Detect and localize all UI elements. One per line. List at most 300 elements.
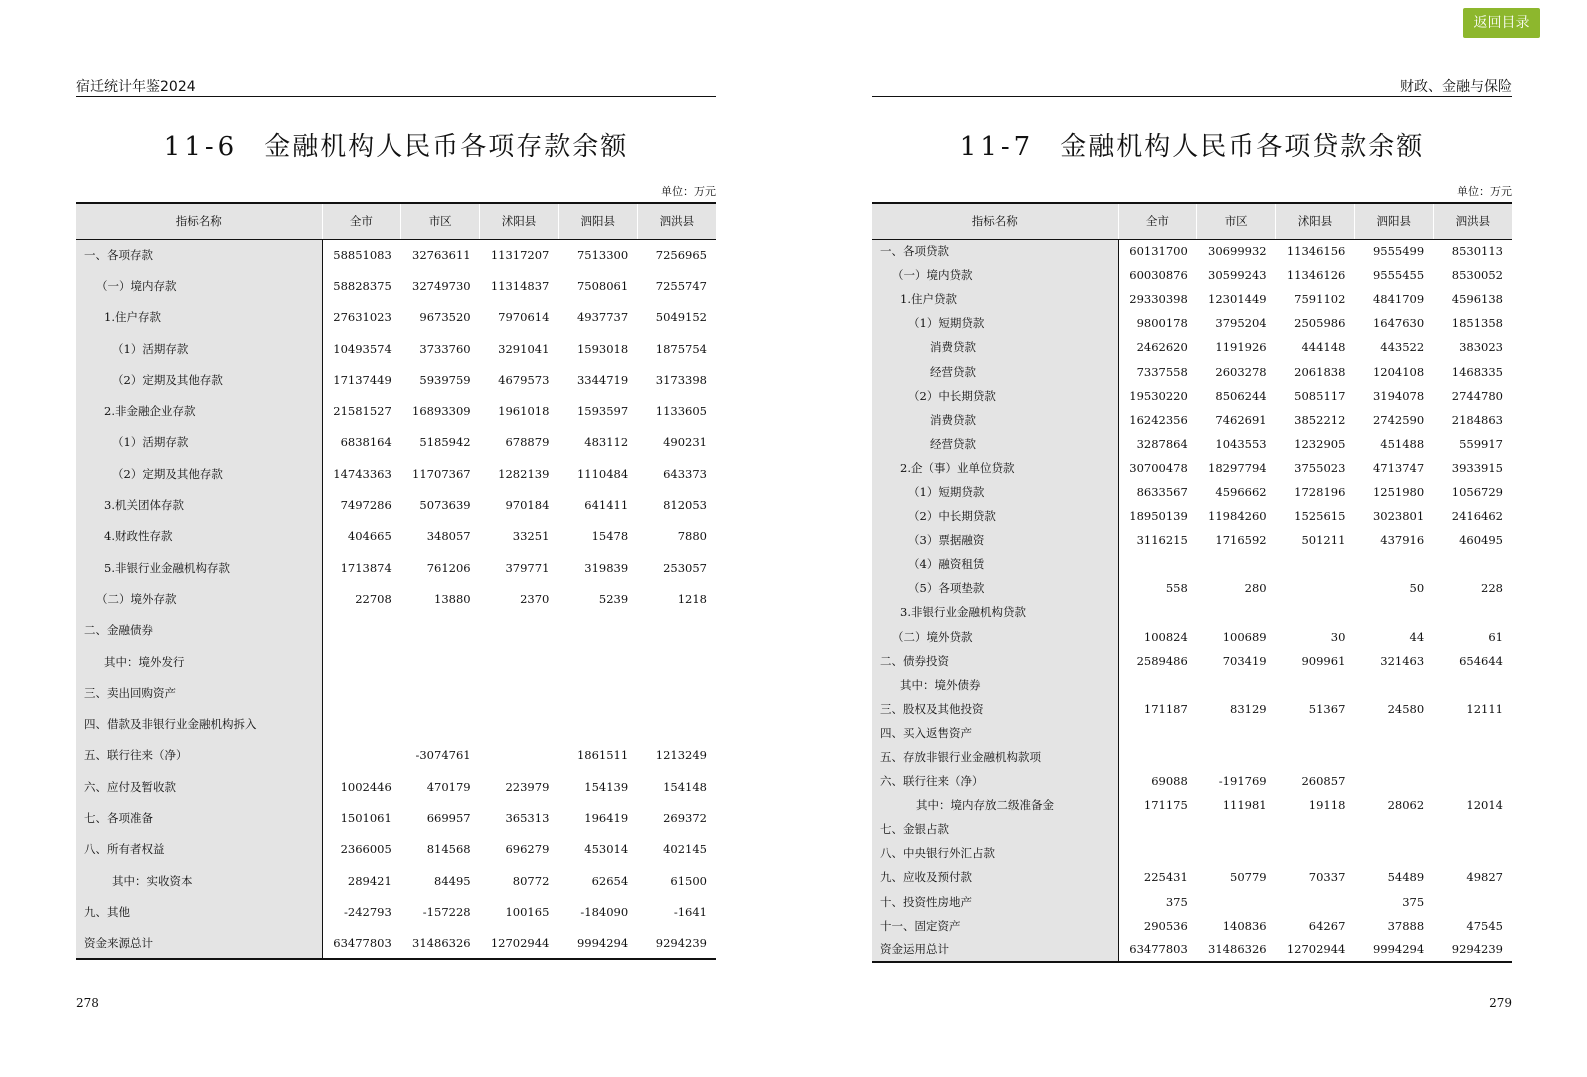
table-row — [872, 673, 1512, 697]
header-siyang: 泗阳县 — [558, 203, 637, 239]
table-header-row — [872, 203, 1512, 239]
row-value: 451488 — [1380, 436, 1425, 451]
row-value: 171175 — [1143, 798, 1188, 813]
row-value: 290536 — [1143, 918, 1188, 933]
row-value: 696279 — [505, 842, 550, 857]
table-row — [76, 583, 716, 614]
row-indicator-name: 九、应收及预付款 — [872, 865, 1118, 889]
row-value: 3173398 — [655, 372, 707, 387]
row-value: 1282139 — [498, 466, 550, 481]
row-value: 1501061 — [340, 810, 392, 825]
table-row — [872, 914, 1512, 938]
row-value: 51367 — [1308, 701, 1346, 716]
row-value — [322, 677, 401, 708]
row-indicator-name: 4.财政性存款 — [76, 521, 322, 552]
row-value: 703419 — [1222, 653, 1267, 668]
header-indicator: 指标名称 — [76, 203, 322, 239]
row-value: 3023801 — [1372, 509, 1425, 524]
row-value: 9994294 — [1354, 938, 1433, 962]
row-value — [1433, 745, 1512, 769]
row-indicator-name: （3）票据融资 — [872, 528, 1118, 552]
row-value: 17137449 — [333, 372, 392, 387]
row-value: 29330398 — [1129, 292, 1188, 307]
row-indicator-name: 八、所有者权益 — [76, 834, 322, 865]
row-value: 54489 — [1387, 870, 1425, 885]
row-indicator-name: 三、股权及其他投资 — [872, 697, 1118, 721]
row-value: 437916 — [1380, 533, 1425, 548]
row-value: 2505986 — [1294, 316, 1346, 331]
row-value: 654644 — [1459, 653, 1503, 668]
row-value: 4679573 — [498, 372, 550, 387]
row-value: 196419 — [584, 810, 629, 825]
running-head-left: 宿迁统计年鉴2024 — [76, 76, 716, 97]
row-indicator-name: 八、中央银行外汇占款 — [872, 841, 1118, 865]
row-value: -184090 — [580, 904, 629, 919]
row-value: 37888 — [1387, 918, 1425, 933]
table-row — [872, 600, 1512, 624]
table-row — [872, 793, 1512, 817]
row-value: 444148 — [1301, 340, 1346, 355]
row-value: 100824 — [1143, 629, 1188, 644]
row-indicator-name: 5.非银行业金融机构存款 — [76, 552, 322, 583]
row-value: 223979 — [505, 779, 550, 794]
row-value: 6838164 — [340, 435, 392, 450]
row-value: 11314837 — [490, 278, 550, 293]
row-value: 5073639 — [419, 498, 471, 513]
row-indicator-name: 经营贷款 — [872, 359, 1118, 383]
row-value: 4596662 — [1215, 484, 1267, 499]
row-value: 2370 — [520, 591, 550, 606]
row-value: 4596138 — [1451, 292, 1503, 307]
row-indicator-name: 其中：境内存放二级准备金 — [872, 793, 1118, 817]
row-value: 1875754 — [655, 341, 707, 356]
row-value: 3194078 — [1372, 388, 1425, 403]
row-value: 11317207 — [490, 247, 550, 262]
row-value: 30599243 — [1208, 268, 1267, 283]
row-indicator-name: 四、借款及非银行业金融机构拆入 — [76, 708, 322, 739]
row-value — [322, 708, 401, 739]
table-row — [872, 311, 1512, 335]
row-value: 111981 — [1222, 798, 1267, 813]
table-row — [872, 263, 1512, 287]
row-value — [401, 677, 480, 708]
row-value — [1197, 600, 1276, 624]
row-value: 289421 — [347, 873, 392, 888]
row-value: -242793 — [344, 904, 392, 919]
row-value: 643373 — [663, 466, 707, 481]
row-value: 61 — [1488, 629, 1503, 644]
table-row — [76, 708, 716, 739]
row-value — [1118, 673, 1197, 697]
table-title-text: 金融机构人民币各项存款余额 — [264, 132, 629, 162]
row-value: 7255747 — [655, 278, 707, 293]
row-value: 1716592 — [1215, 533, 1267, 548]
row-value: 1232905 — [1294, 436, 1346, 451]
table-number: 11-7 — [959, 132, 1035, 162]
row-value — [1433, 600, 1512, 624]
header-city: 全市 — [322, 203, 401, 239]
row-value: 100689 — [1222, 629, 1267, 644]
row-indicator-name: 其中：实收资本 — [76, 865, 322, 896]
row-value: 225431 — [1143, 870, 1188, 885]
table-row — [76, 646, 716, 677]
row-value: 63477803 — [1118, 938, 1197, 962]
row-value: 559917 — [1459, 436, 1503, 451]
table-title-11-7 — [872, 126, 1512, 163]
header-sihong: 泗洪县 — [637, 203, 716, 239]
row-value: 3287864 — [1136, 436, 1188, 451]
row-value — [480, 708, 559, 739]
row-value: 7497286 — [340, 498, 392, 513]
row-value: 11707367 — [412, 466, 471, 481]
table-row — [76, 677, 716, 708]
row-value: 12702944 — [480, 928, 559, 959]
row-indicator-name: （1）活期存款 — [76, 333, 322, 364]
table-row — [76, 427, 716, 458]
row-value: 2416462 — [1451, 509, 1503, 524]
row-value — [1197, 841, 1276, 865]
row-indicator-name: 3.机关团体存款 — [76, 489, 322, 520]
row-value: 28062 — [1387, 798, 1425, 813]
row-indicator-name: 六、应付及暂收款 — [76, 771, 322, 802]
table-row — [76, 802, 716, 833]
table-row — [872, 480, 1512, 504]
row-indicator-name: 经营贷款 — [872, 432, 1118, 456]
table-row — [872, 287, 1512, 311]
row-value: 4937737 — [576, 310, 629, 325]
unit-label: 单位：万元 — [661, 185, 716, 198]
row-value: 19530220 — [1129, 388, 1188, 403]
row-value: 375 — [1165, 894, 1188, 909]
row-value — [558, 646, 637, 677]
table-row — [872, 841, 1512, 865]
row-value — [1433, 552, 1512, 576]
row-value: -191769 — [1218, 774, 1267, 789]
header-shuyang: 沭阳县 — [1276, 203, 1355, 239]
row-value — [480, 677, 559, 708]
row-indicator-name: （1）短期贷款 — [872, 311, 1118, 335]
row-value — [1276, 841, 1355, 865]
row-value: 669957 — [426, 810, 471, 825]
row-value: 1593018 — [576, 341, 629, 356]
row-value: 1043553 — [1215, 436, 1267, 451]
row-value: 9555455 — [1372, 268, 1425, 283]
row-value — [1276, 817, 1355, 841]
row-value: 9294239 — [1433, 938, 1512, 962]
row-value: 80772 — [512, 873, 550, 888]
row-value — [1118, 552, 1197, 576]
row-value: 3291041 — [498, 341, 550, 356]
row-value: 1204108 — [1372, 364, 1425, 379]
row-indicator-name: 资金运用总计 — [872, 938, 1118, 962]
row-value — [1354, 745, 1433, 769]
table-row — [76, 395, 716, 426]
row-indicator-name: （2）定期及其他存款 — [76, 364, 322, 395]
row-value: 10493574 — [333, 341, 392, 356]
row-value: 1133605 — [655, 404, 707, 419]
row-value: 15478 — [591, 529, 629, 544]
row-value: 140836 — [1222, 918, 1267, 933]
row-indicator-name: 五、存放非银行业金融机构款项 — [872, 745, 1118, 769]
row-value — [1276, 576, 1355, 600]
row-value: 30699932 — [1208, 244, 1267, 259]
row-value: 2603278 — [1215, 364, 1267, 379]
page-number-left: 278 — [76, 996, 99, 1010]
row-value: 12111 — [1466, 701, 1503, 716]
row-value: 9673520 — [419, 310, 471, 325]
row-value: 7508061 — [576, 278, 629, 293]
row-value — [401, 708, 480, 739]
table-row — [76, 896, 716, 927]
row-value — [1118, 745, 1197, 769]
row-value: 16893309 — [412, 404, 471, 419]
row-value: 32749730 — [412, 278, 471, 293]
row-value: 970184 — [505, 498, 550, 513]
right-page — [872, 0, 1512, 1077]
row-value: 63477803 — [322, 928, 401, 959]
row-value — [480, 740, 559, 771]
row-value: 44 — [1409, 629, 1425, 644]
row-value: 1191926 — [1215, 340, 1267, 355]
row-value: 365313 — [505, 810, 550, 825]
row-value: 2061838 — [1294, 364, 1346, 379]
row-value: 8530052 — [1451, 268, 1503, 283]
row-indicator-name: 资金来源总计 — [76, 928, 322, 959]
row-value: 32763611 — [412, 247, 471, 262]
row-value: 383023 — [1459, 340, 1503, 355]
header-urban: 市区 — [401, 203, 480, 239]
row-indicator-name: （1）活期存款 — [76, 427, 322, 458]
table-body — [872, 239, 1512, 962]
row-indicator-name: 其中：境外发行 — [76, 646, 322, 677]
row-value: 483112 — [584, 435, 629, 450]
row-value — [1276, 890, 1355, 914]
table-row — [872, 649, 1512, 673]
row-value: 2742590 — [1372, 412, 1425, 427]
row-value: 69088 — [1151, 774, 1188, 789]
row-value: 24580 — [1387, 701, 1425, 716]
row-value — [637, 615, 716, 646]
row-value: 761206 — [426, 560, 471, 575]
row-value — [480, 615, 559, 646]
header-siyang: 泗阳县 — [1354, 203, 1433, 239]
row-value: 154139 — [584, 779, 629, 794]
table-row — [872, 432, 1512, 456]
row-value: 11346156 — [1286, 244, 1346, 259]
row-value — [1354, 841, 1433, 865]
row-indicator-name: 消费贷款 — [872, 408, 1118, 432]
row-value: 58851083 — [333, 247, 392, 262]
row-value: 2462620 — [1136, 340, 1188, 355]
row-indicator-name: 3.非银行业金融机构贷款 — [872, 600, 1118, 624]
loan-balance-table — [872, 202, 1512, 963]
row-value: 1468335 — [1451, 364, 1503, 379]
table-number: 11-6 — [163, 132, 239, 162]
row-value: 33251 — [512, 529, 550, 544]
table-row — [872, 456, 1512, 480]
row-value — [322, 615, 401, 646]
row-value — [1118, 841, 1197, 865]
row-value: 21581527 — [333, 404, 392, 419]
row-value — [480, 646, 559, 677]
row-value: 60030876 — [1129, 268, 1188, 283]
row-value: 404665 — [347, 529, 392, 544]
row-value — [1354, 817, 1433, 841]
table-row — [76, 458, 716, 489]
row-value — [1118, 817, 1197, 841]
row-indicator-name: 九、其他 — [76, 896, 322, 927]
row-value — [1276, 600, 1355, 624]
unit-label: 单位：万元 — [1457, 185, 1512, 198]
row-value: 260857 — [1301, 774, 1346, 789]
table-row — [76, 333, 716, 364]
row-indicator-name: 十、投资性房地产 — [872, 890, 1118, 914]
header-shuyang: 沭阳县 — [480, 203, 559, 239]
row-value: 12702944 — [1276, 938, 1355, 962]
row-value: 1593597 — [576, 404, 629, 419]
row-value: 8530113 — [1451, 244, 1503, 259]
row-value: 9555499 — [1372, 244, 1425, 259]
row-value: 7970614 — [498, 310, 550, 325]
back-to-contents-button[interactable]: 返回目录 — [1463, 8, 1540, 38]
left-page — [76, 0, 716, 1077]
row-value: 84495 — [434, 873, 471, 888]
row-indicator-name: 1.住户贷款 — [872, 287, 1118, 311]
row-value: 5185942 — [419, 435, 471, 450]
table-row — [872, 745, 1512, 769]
table-row — [872, 504, 1512, 528]
row-value: 64267 — [1308, 918, 1346, 933]
row-value: 375 — [1402, 894, 1425, 909]
table-row — [872, 625, 1512, 649]
row-indicator-name: 十一、固定资产 — [872, 914, 1118, 938]
table-row — [872, 721, 1512, 745]
row-value — [1276, 745, 1355, 769]
row-indicator-name: 1.住户存款 — [76, 302, 322, 333]
row-value: 319839 — [584, 560, 629, 575]
row-value: 909961 — [1301, 653, 1346, 668]
row-value: 50 — [1409, 581, 1425, 596]
row-value: 19118 — [1308, 798, 1346, 813]
row-indicator-name: 一、各项贷款 — [872, 239, 1118, 263]
deposit-balance-table — [76, 202, 716, 960]
row-value — [1433, 841, 1512, 865]
row-indicator-name: （2）中长期贷款 — [872, 504, 1118, 528]
row-value — [1118, 721, 1197, 745]
table-row — [76, 928, 716, 959]
row-value — [322, 740, 401, 771]
table-row — [872, 865, 1512, 889]
row-value: 9294239 — [637, 928, 716, 959]
row-value: 154148 — [663, 779, 707, 794]
table-row — [76, 489, 716, 520]
table-title-11-6 — [76, 126, 716, 163]
row-value — [558, 708, 637, 739]
table-row — [872, 769, 1512, 793]
row-value: 490231 — [663, 435, 707, 450]
row-value: 1002446 — [340, 779, 392, 794]
table-row — [76, 302, 716, 333]
row-value: 1110484 — [576, 466, 629, 481]
row-indicator-name: （一）境内贷款 — [872, 263, 1118, 287]
row-value: 228 — [1481, 581, 1503, 596]
row-indicator-name: （2）定期及其他存款 — [76, 458, 322, 489]
row-value: 1861511 — [576, 748, 629, 763]
row-value: 27631023 — [333, 310, 392, 325]
row-value — [1433, 673, 1512, 697]
row-value: -1641 — [673, 904, 707, 919]
row-value: 83129 — [1230, 701, 1267, 716]
row-indicator-name: 二、债券投资 — [872, 649, 1118, 673]
row-value: 443522 — [1380, 340, 1425, 355]
row-value: 4713747 — [1372, 460, 1425, 475]
row-value — [401, 615, 480, 646]
table-row — [872, 359, 1512, 383]
row-indicator-name: 二、金融债券 — [76, 615, 322, 646]
row-value: 1961018 — [498, 404, 550, 419]
row-value: 30 — [1330, 629, 1346, 644]
row-value: 2184863 — [1451, 412, 1503, 427]
row-value: -3074761 — [415, 748, 471, 763]
row-value — [637, 646, 716, 677]
row-value: 2589486 — [1136, 653, 1188, 668]
row-value: 8506244 — [1215, 388, 1267, 403]
row-value: 3755023 — [1294, 460, 1346, 475]
table-title-text: 金融机构人民币各项贷款余额 — [1060, 132, 1425, 162]
row-value: 280 — [1244, 581, 1267, 596]
row-value — [1354, 769, 1433, 793]
row-value: 3852212 — [1294, 412, 1346, 427]
row-value: 60131700 — [1129, 244, 1188, 259]
row-value — [1433, 890, 1512, 914]
row-value: 641411 — [584, 498, 629, 513]
row-indicator-name: （1）短期贷款 — [872, 480, 1118, 504]
row-value: 1851358 — [1451, 316, 1503, 331]
row-value: 171187 — [1143, 701, 1188, 716]
row-value: -157228 — [422, 904, 471, 919]
row-value: 1251980 — [1372, 484, 1425, 499]
row-value — [558, 615, 637, 646]
row-value: 5049152 — [655, 310, 707, 325]
header-urban: 市区 — [1197, 203, 1276, 239]
table-row — [76, 740, 716, 771]
header-indicator: 指标名称 — [872, 203, 1118, 239]
row-value: 2744780 — [1451, 388, 1503, 403]
row-value: 379771 — [505, 560, 550, 575]
row-value — [1433, 721, 1512, 745]
table-row — [76, 615, 716, 646]
table-row — [872, 239, 1512, 263]
running-head-right: 财政、金融与保险 — [872, 76, 1512, 97]
row-value: 7591102 — [1294, 292, 1346, 307]
row-value: 3795204 — [1215, 316, 1267, 331]
row-value: 1056729 — [1451, 484, 1503, 499]
row-indicator-name: 消费贷款 — [872, 335, 1118, 359]
row-value: 12014 — [1466, 798, 1503, 813]
row-value: 30700478 — [1129, 460, 1188, 475]
row-value: 49827 — [1466, 870, 1503, 885]
row-indicator-name: 三、卖出回购资产 — [76, 677, 322, 708]
row-value: 470179 — [426, 779, 471, 794]
row-value — [1197, 890, 1276, 914]
row-value: 9994294 — [558, 928, 637, 959]
row-indicator-name: （2）中长期贷款 — [872, 384, 1118, 408]
table-row — [872, 890, 1512, 914]
row-value: 1525615 — [1294, 509, 1346, 524]
row-value: 11346126 — [1286, 268, 1346, 283]
table-row — [872, 552, 1512, 576]
row-value: 812053 — [663, 498, 707, 513]
